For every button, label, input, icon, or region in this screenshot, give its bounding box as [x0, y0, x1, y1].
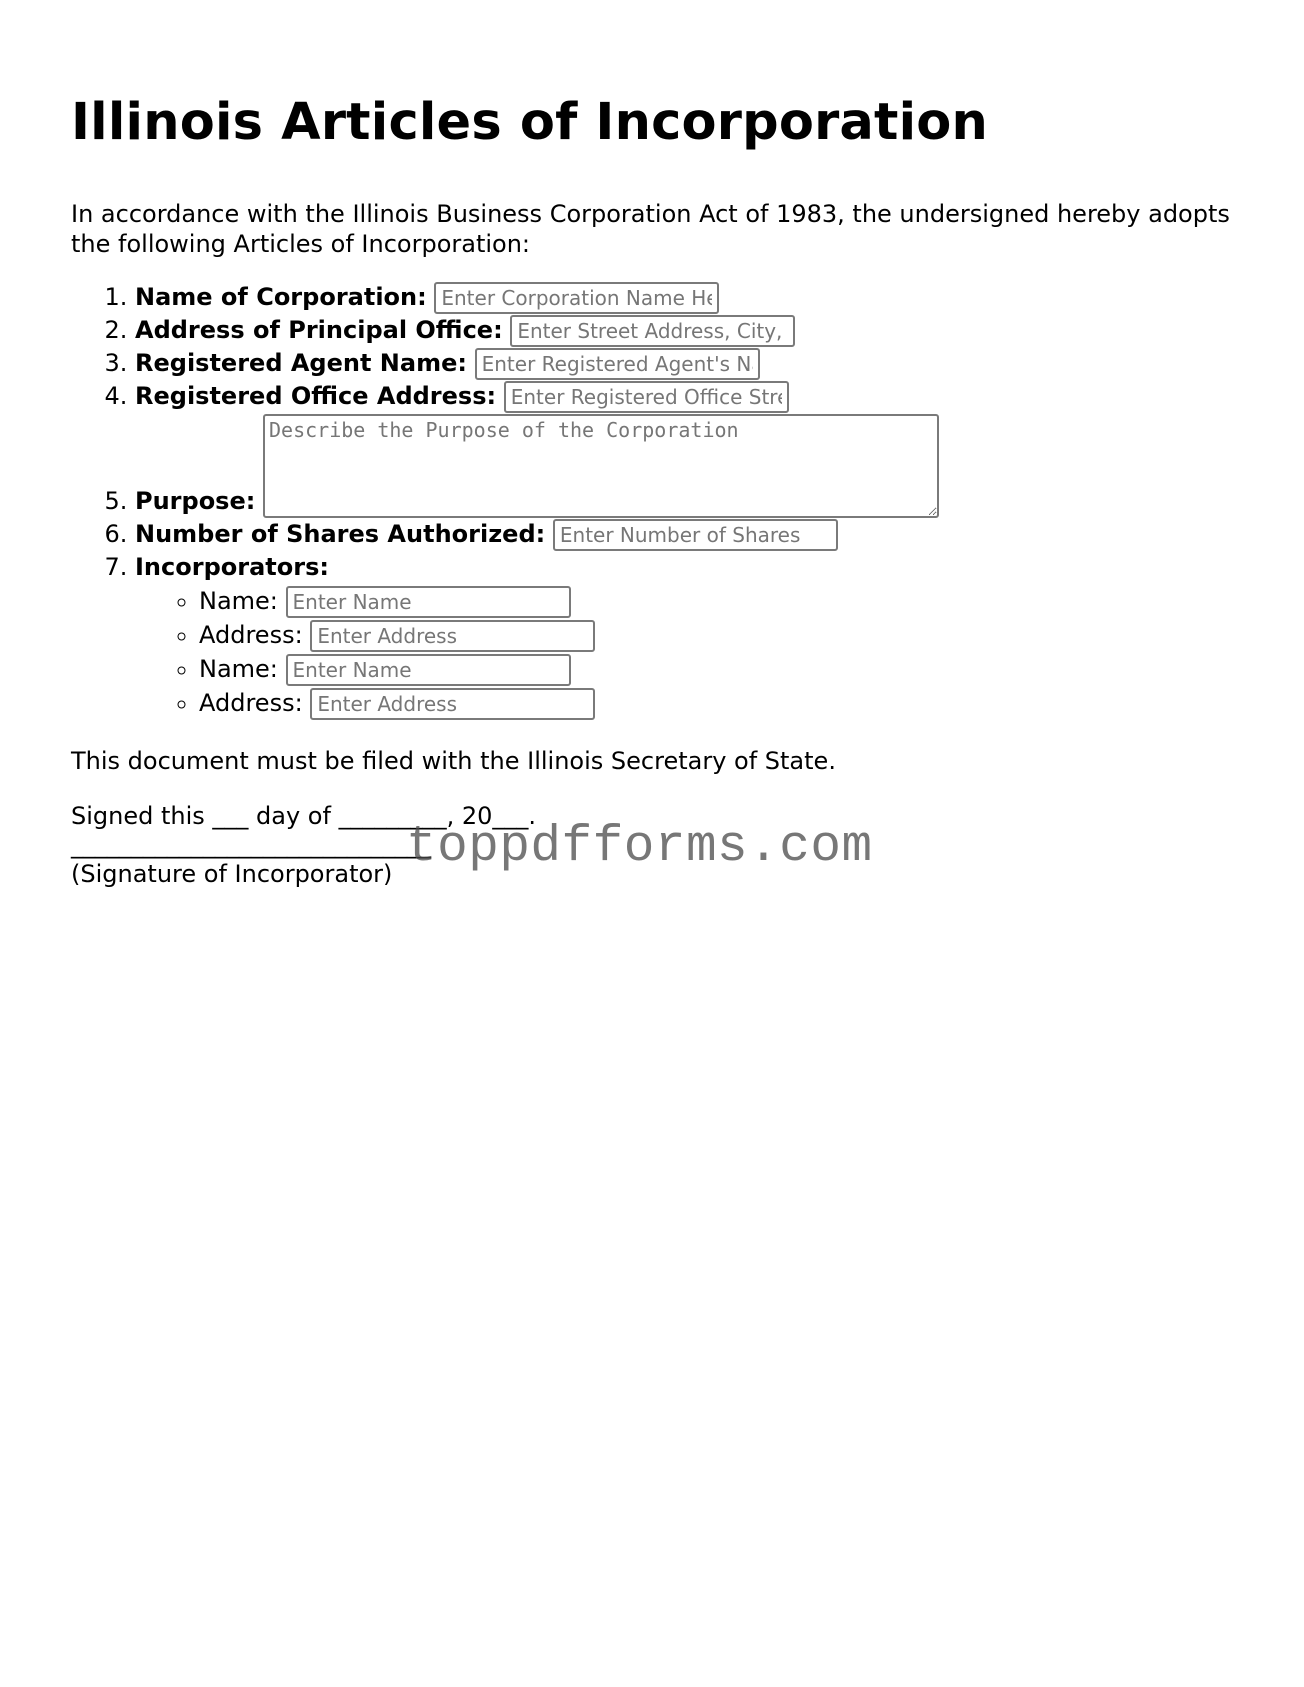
intro-paragraph: In accordance with the Illinois Business Corporation Act of 1983, the undersigned hereby adopts the following Articles of Incorporation: — [71, 200, 1230, 258]
article-principal-office — [135, 314, 1251, 347]
article-label: Registered Agent Name: — [135, 349, 467, 377]
registered-agent-input[interactable] — [475, 348, 760, 380]
incorporator-address-row — [199, 686, 1251, 720]
incorporator-2-name-input[interactable] — [286, 654, 571, 686]
article-label: Address of Principal Office: — [135, 316, 503, 344]
document-page — [71, 0, 1251, 889]
article-shares — [135, 518, 1251, 551]
incorporator-name-label: Name: — [199, 587, 278, 615]
articles-list — [71, 281, 1251, 720]
filing-note: This document must be filed with the Illinois Secretary of State. — [71, 747, 836, 775]
article-label: Name of Corporation: — [135, 283, 427, 311]
article-name-of-corporation — [135, 281, 1251, 314]
watermark: toppdfforms.com — [406, 819, 873, 876]
article-label: Purpose: — [135, 487, 256, 515]
incorporator-2-address-input[interactable] — [310, 688, 595, 720]
signature-line: ______________________________ — [71, 831, 431, 859]
incorporator-name-row — [199, 584, 1251, 618]
article-purpose — [135, 413, 1251, 518]
article-label: Registered Office Address: — [135, 382, 497, 410]
incorporator-address-label: Address: — [199, 621, 303, 649]
incorporator-address-label: Address: — [199, 689, 303, 717]
signature-caption: (Signature of Incorporator) — [71, 860, 393, 888]
article-label: Number of Shares Authorized: — [135, 520, 546, 548]
corporation-name-input[interactable] — [434, 282, 719, 314]
article-incorporators — [135, 551, 1251, 720]
purpose-textarea[interactable] — [263, 414, 939, 518]
article-label: Incorporators: — [135, 553, 329, 581]
incorporator-1-address-input[interactable] — [310, 620, 595, 652]
incorporator-name-label: Name: — [199, 655, 278, 683]
incorporator-name-row — [199, 652, 1251, 686]
incorporator-address-row — [199, 618, 1251, 652]
registered-office-input[interactable] — [504, 381, 789, 413]
principal-office-input[interactable] — [510, 315, 795, 347]
incorporators-list — [135, 584, 1251, 720]
article-registered-office — [135, 380, 1251, 413]
article-registered-agent — [135, 347, 1251, 380]
signed-date-line: Signed this ___ day of _________, 20___. — [71, 802, 536, 830]
shares-input[interactable] — [553, 519, 838, 551]
page-title: Illinois Articles of Incorporation — [71, 93, 989, 152]
incorporator-1-name-input[interactable] — [286, 586, 571, 618]
